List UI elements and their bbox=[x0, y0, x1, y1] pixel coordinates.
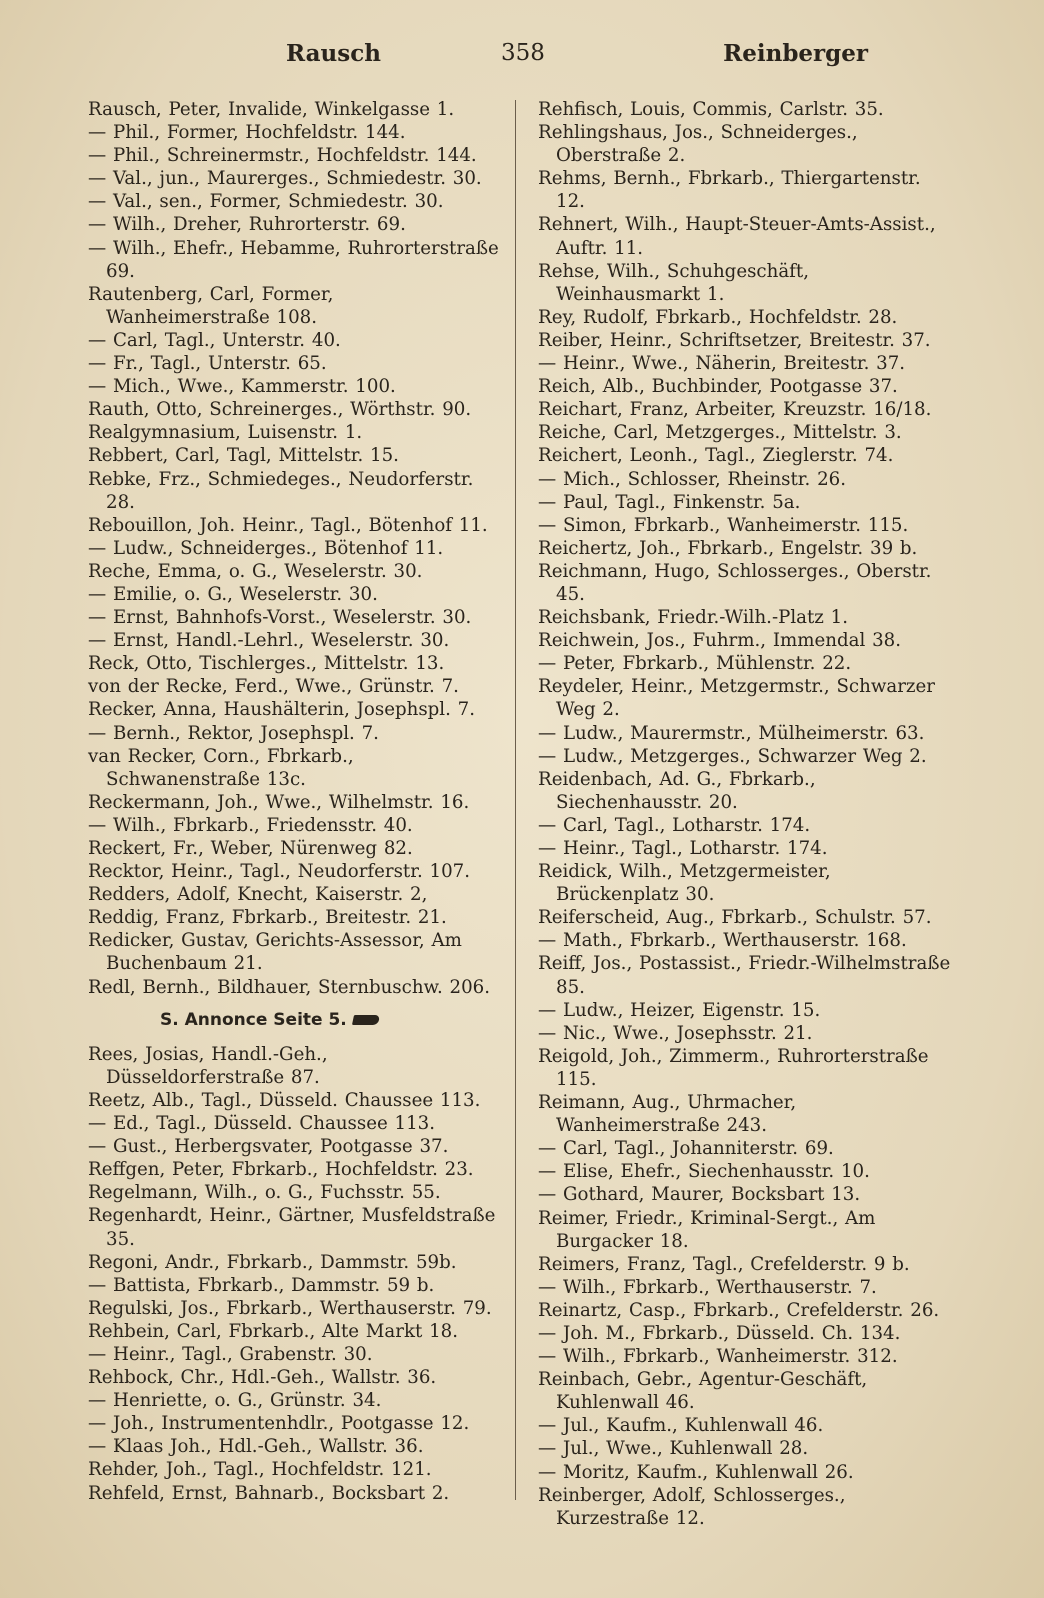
directory-entry: — Carl, Tagl., Lotharstr. 174. bbox=[538, 814, 811, 836]
page-header bbox=[88, 40, 968, 80]
directory-entry: Regulski, Jos., Fbrkarb., Werthauserstr. 79. bbox=[88, 1297, 492, 1319]
directory-entry: Rautenberg, Carl, Former, Wanheimerstraße 108. bbox=[88, 283, 334, 328]
directory-entry: — Klaas Joh., Hdl.-Geh., Wallstr. 36. bbox=[88, 1436, 424, 1458]
directory-entry: — Heinr., Wwe., Näherin, Breitestr. 37. bbox=[538, 353, 906, 375]
directory-entry: Reffgen, Peter, Fbrkarb., Hochfeldstr. 23. bbox=[88, 1159, 474, 1181]
directory-entry: — Battista, Fbrkarb., Dammstr. 59 b. bbox=[88, 1274, 435, 1296]
directory-entry: — Mich., Wwe., Kammerstr. 100. bbox=[88, 376, 396, 398]
directory-entry: Reiff, Jos., Postassist., Friedr.-Wilhelmstraße 85. bbox=[538, 953, 951, 998]
directory-entry: Rey, Rudolf, Fbrkarb., Hochfeldstr. 28. bbox=[538, 306, 898, 328]
left-entries bbox=[88, 98, 500, 999]
left-entries-after bbox=[88, 1043, 500, 1505]
directory-entry: Rehse, Wilh., Schuhgeschäft, Weinhausmarkt 1. bbox=[538, 260, 809, 305]
directory-entry: — Phil., Former, Hochfeldstr. 144. bbox=[88, 122, 406, 144]
directory-entry: Rehnert, Wilh., Haupt-Steuer-Amts-Assist., Auftr. 11. bbox=[538, 214, 936, 259]
directory-entry: — Bernh., Rektor, Josephspl. 7. bbox=[88, 722, 379, 744]
directory-entry: — Jul., Kaufm., Kuhlenwall 46. bbox=[538, 1415, 824, 1437]
directory-entry: — Ernst, Handl.-Lehrl., Weselerstr. 30. bbox=[88, 630, 450, 652]
directory-entry: — Val., sen., Former, Schmiedestr. 30. bbox=[88, 191, 444, 213]
running-head-right: Reinberger bbox=[723, 40, 868, 67]
directory-entry: Rehbock, Chr., Hdl.-Geh., Wallstr. 36. bbox=[88, 1367, 437, 1389]
directory-entry: Regoni, Andr., Fbrkarb., Dammstr. 59b. bbox=[88, 1251, 457, 1273]
directory-entry: van Recker, Corn., Fbrkarb., Schwanenstraße 13c. bbox=[88, 745, 354, 790]
annonce-notice bbox=[88, 1009, 500, 1032]
directory-entry: Redicker, Gustav, Gerichts-Assessor, Am Buchenbaum 21. bbox=[88, 930, 462, 975]
directory-entry: Recktor, Heinr., Tagl., Neudorferstr. 107. bbox=[88, 861, 470, 883]
directory-entry: Rebouillon, Joh. Heinr., Tagl., Bötenhof 11. bbox=[88, 514, 488, 536]
directory-entry: Reinberger, Adolf, Schlosserges., Kurzestraße 12. bbox=[538, 1484, 846, 1529]
column-divider bbox=[515, 100, 516, 1500]
directory-entry: — Carl, Tagl., Johanniterstr. 69. bbox=[538, 1138, 834, 1160]
directory-entry: Reichwein, Jos., Fuhrm., Immendal 38. bbox=[538, 630, 902, 652]
directory-entry: Rehbein, Carl, Fbrkarb., Alte Markt 18. bbox=[88, 1320, 459, 1342]
directory-entry: Reigold, Joh., Zimmerm., Ruhrorterstraße 115. bbox=[538, 1045, 929, 1090]
directory-entry: Reetz, Alb., Tagl., Düsseld. Chaussee 113. bbox=[88, 1089, 481, 1111]
directory-entry: — Wilh., Fbrkarb., Friedensstr. 40. bbox=[88, 814, 413, 836]
page-number: 358 bbox=[501, 40, 545, 66]
directory-entry: Regenhardt, Heinr., Gärtner, Musfeldstraße 35. bbox=[88, 1205, 496, 1250]
directory-entry: — Nic., Wwe., Josephsstr. 21. bbox=[538, 1022, 813, 1044]
directory-entry: — Peter, Fbrkarb., Mühlenstr. 22. bbox=[538, 653, 852, 675]
directory-entry: — Wilh., Fbrkarb., Werthauserstr. 7. bbox=[538, 1276, 877, 1298]
directory-entry: Reckert, Fr., Weber, Nürenweg 82. bbox=[88, 838, 413, 859]
directory-entry: Recker, Anna, Haushälterin, Josephspl. 7. bbox=[88, 699, 476, 721]
directory-entry: Reiferscheid, Aug., Fbrkarb., Schulstr. 57. bbox=[538, 907, 932, 929]
directory-entry: — Mich., Schlosser, Rheinstr. 26. bbox=[538, 468, 846, 490]
directory-entry: — Val., jun., Maurerges., Schmiedestr. 30. bbox=[88, 168, 482, 190]
directory-entry: — Jul., Wwe., Kuhlenwall 28. bbox=[538, 1438, 809, 1460]
directory-entry: Rehms, Bernh., Fbrkarb., Thiergartenstr. 12. bbox=[538, 168, 921, 213]
directory-entry: — Fr., Tagl., Unterstr. 65. bbox=[88, 353, 327, 375]
directory-entry: Reichertz, Joh., Fbrkarb., Engelstr. 39 b. bbox=[538, 537, 918, 559]
directory-entry: — Henriette, o. G., Grünstr. 34. bbox=[88, 1390, 382, 1412]
directory-entry: Rehfeld, Ernst, Bahnarb., Bocksbart 2. bbox=[88, 1482, 450, 1504]
directory-entry: Rebke, Frz., Schmiedeges., Neudorferstr. 28. bbox=[88, 468, 474, 513]
directory-entry: Realgymnasium, Luisenstr. 1. bbox=[88, 422, 363, 444]
directory-entry: — Gothard, Maurer, Bocksbart 13. bbox=[538, 1184, 861, 1206]
directory-entry: — Gust., Herbergsvater, Pootgasse 37. bbox=[88, 1136, 449, 1158]
directory-entry: — Joh., Instrumentenhdlr., Pootgasse 12. bbox=[88, 1413, 470, 1435]
directory-entry: — Ludw., Maurermstr., Mülheimerstr. 63. bbox=[538, 722, 925, 744]
pointing-hand-icon bbox=[352, 1015, 380, 1025]
directory-entry: Reichert, Leonh., Tagl., Zieglerstr. 74. bbox=[538, 445, 894, 467]
directory-entry: Reckermann, Joh., Wwe., Wilhelmstr. 16. bbox=[88, 791, 470, 813]
directory-entry: Redders, Adolf, Knecht, Kaiserstr. 2, bbox=[88, 884, 428, 906]
directory-entry: Reimer, Friedr., Kriminal-Sergt., Am Burgacker 18. bbox=[538, 1207, 876, 1252]
directory-entry: von der Recke, Ferd., Wwe., Grünstr. 7. bbox=[88, 676, 459, 698]
directory-entry: Reinbach, Gebr., Agentur-Geschäft, Kuhlenwall 46. bbox=[538, 1369, 868, 1414]
directory-entry: — Paul, Tagl., Finkenstr. 5a. bbox=[538, 491, 801, 513]
directory-entry: Reiche, Carl, Metzgerges., Mittelstr. 3. bbox=[538, 422, 902, 444]
directory-entry: Regelmann, Wilh., o. G., Fuchsstr. 55. bbox=[88, 1182, 441, 1204]
directory-entry: Reche, Emma, o. G., Weselerstr. 30. bbox=[88, 560, 423, 582]
directory-entry: Rebbert, Carl, Tagl, Mittelstr. 15. bbox=[88, 445, 399, 467]
directory-entry: — Carl, Tagl., Unterstr. 40. bbox=[88, 329, 341, 351]
directory-entry: — Simon, Fbrkarb., Wanheimerstr. 115. bbox=[538, 514, 909, 536]
right-entries bbox=[538, 98, 952, 1530]
directory-entry: Rehfisch, Louis, Commis, Carlstr. 35. bbox=[538, 99, 884, 120]
directory-entry: — Math., Fbrkarb., Werthauserstr. 168. bbox=[538, 930, 907, 952]
directory-entry: Rauth, Otto, Schreinerges., Wörthstr. 90. bbox=[88, 399, 472, 421]
directory-entry: Reimers, Franz, Tagl., Crefelderstr. 9 b. bbox=[538, 1253, 910, 1275]
directory-entry: Reinartz, Casp., Fbrkarb., Crefelderstr. 26. bbox=[538, 1299, 940, 1321]
directory-entry: — Ernst, Bahnhofs-Vorst., Weselerstr. 30. bbox=[88, 607, 472, 629]
directory-entry: — Elise, Ehefr., Siechenhausstr. 10. bbox=[538, 1161, 870, 1183]
directory-entry: Reiber, Heinr., Schriftsetzer, Breitestr. 37. bbox=[538, 329, 931, 351]
directory-entry: — Emilie, o. G., Weselerstr. 30. bbox=[88, 583, 378, 605]
directory-entry: Reydeler, Heinr., Metzgermstr., Schwarzer Weg 2. bbox=[538, 676, 935, 721]
directory-entry: — Ludw., Schneiderges., Bötenhof 11. bbox=[88, 537, 444, 559]
directory-entry: Reichart, Franz, Arbeiter, Kreuzstr. 16/18. bbox=[538, 399, 932, 421]
directory-entry: — Joh. M., Fbrkarb., Düsseld. Ch. 134. bbox=[538, 1322, 901, 1344]
directory-entry: — Ludw., Heizer, Eigenstr. 15. bbox=[538, 999, 821, 1021]
running-head-left: Rausch bbox=[286, 40, 381, 67]
directory-entry: — Wilh., Fbrkarb., Wanheimerstr. 312. bbox=[538, 1346, 898, 1368]
directory-entry: Rees, Josias, Handl.-Geh., Düsseldorferstraße 87. bbox=[88, 1043, 328, 1088]
directory-entry: — Moritz, Kaufm., Kuhlenwall 26. bbox=[538, 1461, 854, 1483]
right-column bbox=[538, 98, 952, 1530]
directory-entry: — Ed., Tagl., Düsseld. Chaussee 113. bbox=[88, 1113, 436, 1135]
directory-entry: — Wilh., Ehefr., Hebamme, Ruhrorterstraße 69. bbox=[88, 237, 499, 282]
directory-entry: — Heinr., Tagl., Grabenstr. 30. bbox=[88, 1343, 373, 1365]
directory-entry: Rehder, Joh., Tagl., Hochfeldstr. 121. bbox=[88, 1459, 432, 1481]
directory-entry: Reddig, Franz, Fbrkarb., Breitestr. 21. bbox=[88, 907, 447, 929]
directory-entry: — Wilh., Dreher, Ruhrorterstr. 69. bbox=[88, 214, 406, 236]
annonce-text: S. Annonce Seite 5. bbox=[160, 1009, 347, 1030]
directory-entry: — Ludw., Metzgerges., Schwarzer Weg 2. bbox=[538, 745, 927, 767]
directory-entry: Reck, Otto, Tischlerges., Mittelstr. 13. bbox=[88, 653, 445, 675]
directory-entry: Reidenbach, Ad. G., Fbrkarb., Siechenhausstr. 20. bbox=[538, 768, 816, 813]
directory-entry: Redl, Bernh., Bildhauer, Sternbuschw. 206. bbox=[88, 976, 490, 998]
directory-entry: — Phil., Schreinermstr., Hochfeldstr. 144. bbox=[88, 145, 477, 167]
directory-entry: Reich, Alb., Buchbinder, Pootgasse 37. bbox=[538, 376, 898, 398]
directory-entry: Reimann, Aug., Uhrmacher, Wanheimerstraße 243. bbox=[538, 1092, 797, 1137]
directory-entry: Reichsbank, Friedr.-Wilh.-Platz 1. bbox=[538, 607, 849, 629]
directory-entry: Rausch, Peter, Invalide, Winkelgasse 1. bbox=[88, 99, 455, 120]
directory-entry: Rehlingshaus, Jos., Schneiderges., Oberstraße 2. bbox=[538, 122, 858, 167]
directory-entry: Reidick, Wilh., Metzgermeister, Brückenplatz 30. bbox=[538, 861, 831, 906]
directory-entry: — Heinr., Tagl., Lotharstr. 174. bbox=[538, 838, 828, 859]
directory-entry: Reichmann, Hugo, Schlosserges., Oberstr. 45. bbox=[538, 560, 932, 605]
left-column bbox=[88, 98, 500, 1505]
